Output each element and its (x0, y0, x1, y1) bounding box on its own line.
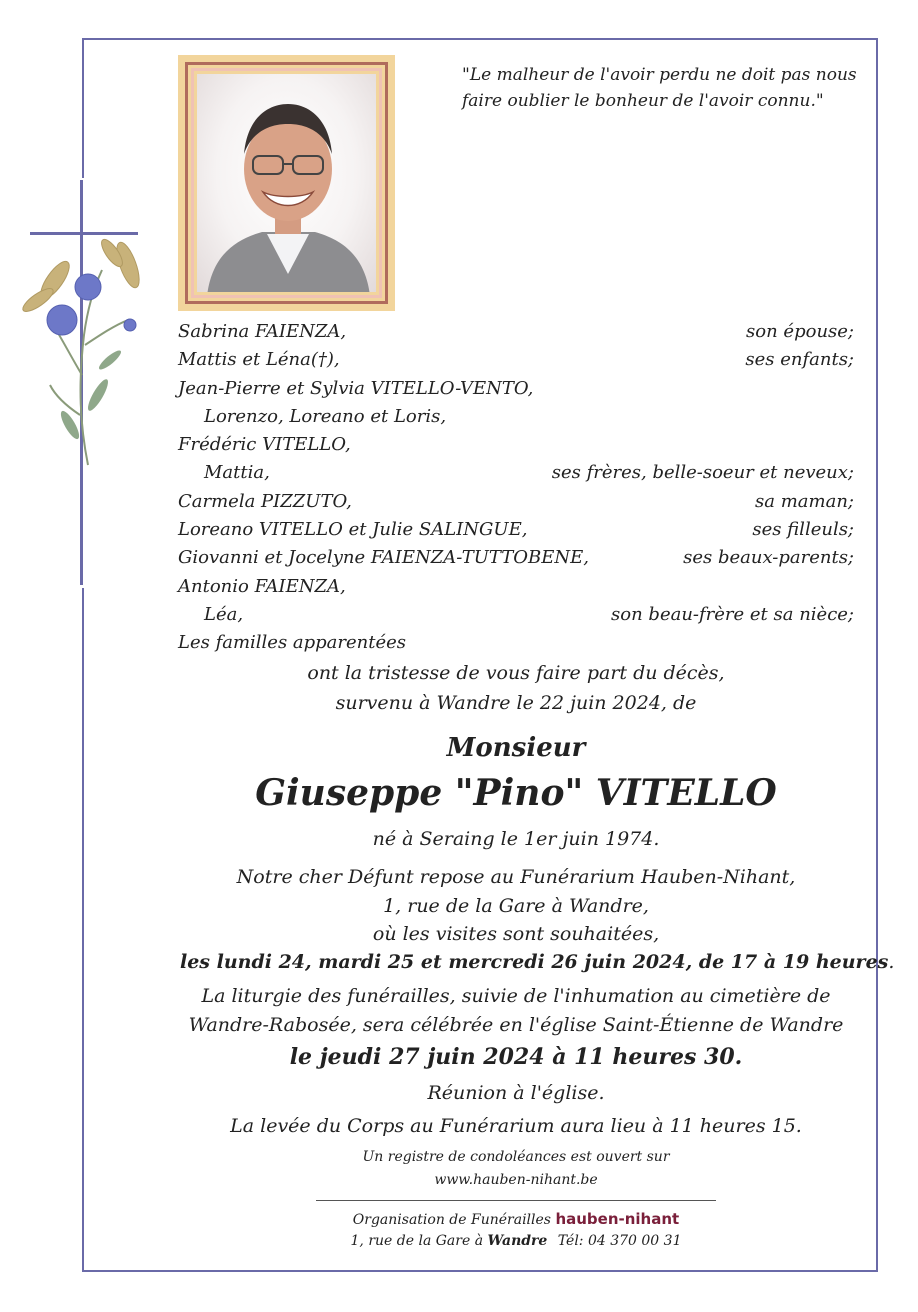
meeting-info: Réunion à l'église. (427, 1082, 605, 1104)
family-member-name: Léa, (204, 603, 244, 625)
epigraph-quote (462, 62, 862, 114)
family-row (178, 629, 854, 657)
family-member-name: Jean-Pierre et Sylvia VITELLO-VENTO, (178, 377, 534, 399)
family-row (178, 601, 854, 629)
footer-organisation (180, 1210, 852, 1228)
family-member-name: Carmela PIZZUTO, (178, 490, 352, 512)
family-row (178, 516, 854, 544)
photo-border-outer (185, 62, 388, 304)
family-list (178, 318, 854, 658)
visitation-line-3: où les visites sont souhaitées, (372, 923, 660, 945)
birth-info: né à Seraing le 1er juin 1974. (372, 828, 660, 850)
portrait-photo-frame (178, 55, 395, 311)
registry-line: Un registre de condoléances est ouvert sur (362, 1149, 670, 1165)
family-member-relation: son beau-frère et sa nièce; (611, 603, 854, 625)
family-row (178, 375, 854, 403)
family-row (178, 318, 854, 346)
photo-border-inner (191, 68, 382, 298)
portrait-photo (197, 74, 376, 292)
family-row (178, 573, 854, 601)
family-member-relation: ses filleuls; (752, 519, 854, 541)
family-member-relation: sa maman; (755, 490, 854, 512)
announcement-line-2: survenu à Wandre le 22 juin 2024, de (335, 692, 697, 714)
family-member-relation: son épouse; (746, 321, 854, 342)
levee-info: La levée du Corps au Funérarium aura lieu à 11 heures 15. (230, 1115, 802, 1137)
deceased-name: Giuseppe "Pino" VITELLO (255, 772, 777, 814)
organisation-label: Organisation de Funérailles (352, 1212, 551, 1228)
family-member-name: Mattia, (204, 462, 270, 484)
announcement-line-1: ont la tristesse de vous faire part du décès, (307, 662, 725, 684)
family-member-name: Les familles apparentées (178, 632, 407, 654)
address-prefix: 1, rue de la Gare à (350, 1233, 484, 1249)
family-row (178, 544, 854, 572)
funeral-line-1: La liturgie des funérailles, suivie de l'inhumation au cimetière de (201, 985, 831, 1007)
visitation-line-1: Notre cher Défunt repose au Funérarium Hauben-Nihant, (236, 866, 796, 888)
visitation-dates: les lundi 24, mardi 25 et mercredi 26 juin 2024, de 17 à 19 heures (180, 951, 889, 973)
deceased-title: Monsieur (446, 733, 586, 763)
family-member-relation: ses beaux-parents; (683, 547, 854, 569)
family-member-relation: ses enfants; (745, 349, 854, 371)
family-row (178, 431, 854, 459)
address-town: Wandre (487, 1233, 548, 1249)
portrait-illustration (197, 74, 376, 292)
family-member-name: Giovanni et Jocelyne FAIENZA-TUTTOBENE, (178, 547, 589, 569)
visitation-dates-line (180, 951, 895, 973)
family-row (178, 346, 854, 374)
footer-address (180, 1233, 852, 1249)
phone-number: Tél: 04 370 00 31 (557, 1233, 682, 1249)
quote-line-1: "Le malheur de l'avoir perdu ne doit pas nous (462, 65, 857, 85)
quote-line-2: faire oublier le bonheur de l'avoir connu." (462, 91, 824, 111)
brand-logo: hauben-nihant (555, 1210, 680, 1228)
visitation-line-2: 1, rue de la Gare à Wandre, (383, 895, 649, 917)
family-row (178, 459, 854, 487)
family-member-name: Sabrina FAIENZA, (178, 321, 347, 342)
footer-divider (316, 1200, 716, 1201)
family-member-name: Lorenzo, Loreano et Loris, (204, 405, 447, 427)
family-member-name: Frédéric VITELLO, (178, 434, 351, 456)
funeral-line-2: Wandre-Rabosée, sera célébrée en l'église Saint-Étienne de Wandre (188, 1014, 844, 1036)
family-row (178, 488, 854, 516)
family-row (178, 403, 854, 431)
visitation-dates-end: . (888, 951, 895, 973)
registry-url[interactable]: www.hauben-nihant.be (434, 1172, 598, 1188)
family-member-name: Mattis et Léna(†), (178, 349, 340, 371)
family-member-name: Loreano VITELLO et Julie SALINGUE, (178, 519, 528, 541)
family-member-relation: ses frères, belle-soeur et neveux; (551, 462, 854, 484)
funeral-date: le jeudi 27 juin 2024 à 11 heures 30. (289, 1044, 743, 1070)
cornflower-wheat-illustration (10, 225, 160, 485)
family-member-name: Antonio FAIENZA, (178, 575, 346, 597)
